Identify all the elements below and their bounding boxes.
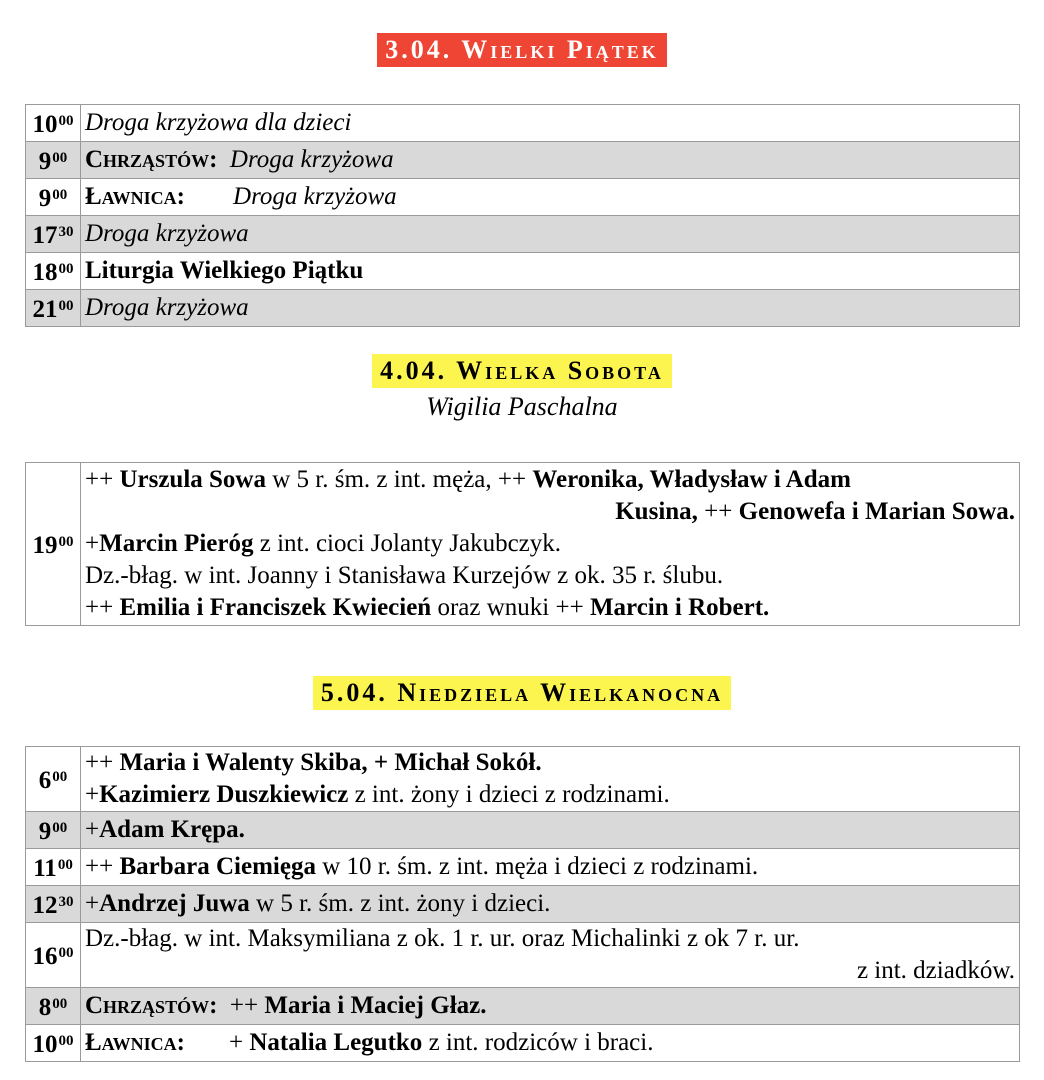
row-text: Droga krzyżowa dla dzieci xyxy=(81,105,1020,142)
time-hour: 11 xyxy=(33,855,57,882)
time-hour: 16 xyxy=(32,943,58,970)
time-hour: 19 xyxy=(32,532,58,559)
place-label: Chrząstów: xyxy=(85,992,218,1019)
time-hour: 21 xyxy=(32,296,58,323)
sunday-header: 5.04. Niedziela Wielkanocna xyxy=(313,676,731,710)
table-row xyxy=(26,463,1020,626)
row-text: Droga krzyżowa xyxy=(81,290,1020,327)
table-row xyxy=(26,179,1020,216)
time-min: 00 xyxy=(52,996,68,1012)
list-item: ++ Maria i Walenty Skiba, + Michał Sokół. xyxy=(85,749,542,776)
time-hour: 10 xyxy=(32,111,58,138)
list-item: ++ Emilia i Franciszek Kwiecień oraz wnuki ++ Marcin i Robert. xyxy=(85,594,770,621)
place-label: Ławnica: xyxy=(85,1029,186,1056)
list-item: z int. dziadków. xyxy=(856,957,1015,984)
table-row xyxy=(26,142,1020,179)
place-label: Ławnica: xyxy=(85,183,186,210)
list-item: +Kazimierz Duszkiewicz z int. żony i dzieci z rodzinami. xyxy=(85,781,670,808)
time-min: 00 xyxy=(52,820,68,836)
friday-header: 3.04. Wielki Piątek xyxy=(377,33,666,67)
time-hour: 10 xyxy=(32,1031,58,1058)
time-hour: 9 xyxy=(38,185,52,212)
time-min: 00 xyxy=(57,857,73,873)
table-row: $9^{00}$ +Adam Krępa. xyxy=(26,812,1020,849)
table-row xyxy=(26,923,1020,988)
saturday-header: 4.04. Wielka Sobota xyxy=(372,354,672,388)
list-item: Dz.-błag. w int. Maksymiliana z ok. 1 r. ur. oraz Michalinki z ok 7 r. ur. xyxy=(85,925,800,952)
table-row xyxy=(26,747,1020,812)
time-hour: 18 xyxy=(32,259,58,286)
time-min: 00 xyxy=(58,1033,74,1049)
table-row xyxy=(26,290,1020,327)
time-hour: 9 xyxy=(38,148,52,175)
saturday-header-wrap xyxy=(0,354,1044,422)
saturday-table xyxy=(25,462,1020,626)
friday-header-wrap xyxy=(0,33,1044,67)
place-label: Chrząstów: xyxy=(85,146,218,173)
table-row xyxy=(26,216,1020,253)
table-row: $10^{00}$ Ławnica: + Natalia Legutko z int. rodziców i braci. xyxy=(26,1025,1020,1062)
friday-table xyxy=(25,104,1020,327)
time-min: 00 xyxy=(52,150,68,166)
table-row xyxy=(26,253,1020,290)
sunday-table xyxy=(25,746,1020,1062)
sunday-header-wrap xyxy=(0,676,1044,710)
time-min: 30 xyxy=(58,894,74,910)
row-text: Droga krzyżowa xyxy=(229,146,394,173)
table-row: $8^{00}$ Chrząstów: ++ Maria i Maciej Głaz. xyxy=(26,988,1020,1025)
list-item: +Marcin Pieróg z int. cioci Jolanty Jakubczyk. xyxy=(85,530,562,557)
time-hour: 6 xyxy=(38,767,52,794)
time-min: 30 xyxy=(58,224,74,240)
time-min: 00 xyxy=(52,187,68,203)
time-min: 00 xyxy=(58,945,74,961)
time-min: 00 xyxy=(58,298,74,314)
table-row: $11^{00}$ ++ Barbara Ciemięga w 10 r. śm. z int. męża i dzieci z rodzinami. xyxy=(26,849,1020,886)
time-min: 00 xyxy=(58,113,74,129)
time-min: 00 xyxy=(58,261,74,277)
table-row: $12^{30}$ +Andrzej Juwa w 5 r. śm. z int. żony i dzieci. xyxy=(26,886,1020,923)
row-text: Liturgia Wielkiego Piątku xyxy=(81,253,1020,290)
time-hour: 12 xyxy=(32,892,58,919)
row-text: Droga krzyżowa xyxy=(233,183,397,210)
saturday-subtitle: Wigilia Paschalna xyxy=(426,392,618,421)
time-hour: 8 xyxy=(38,994,52,1021)
time-hour: 17 xyxy=(32,222,58,249)
table-row xyxy=(26,105,1020,142)
row-text: Droga krzyżowa xyxy=(81,216,1020,253)
time-min: 00 xyxy=(58,534,74,550)
time-hour: 9 xyxy=(38,818,52,845)
list-item: Dz.-błag. w int. Joanny i Stanisława Kurzejów z ok. 35 r. ślubu. xyxy=(85,562,724,589)
time-min: 00 xyxy=(52,769,68,785)
list-item: ++ Urszula Sowa w 5 r. śm. z int. męża, ++ Weronika, Władysław i Adam xyxy=(85,466,851,493)
list-item: Kusina, ++ Genowefa i Marian Sowa. xyxy=(615,498,1015,525)
